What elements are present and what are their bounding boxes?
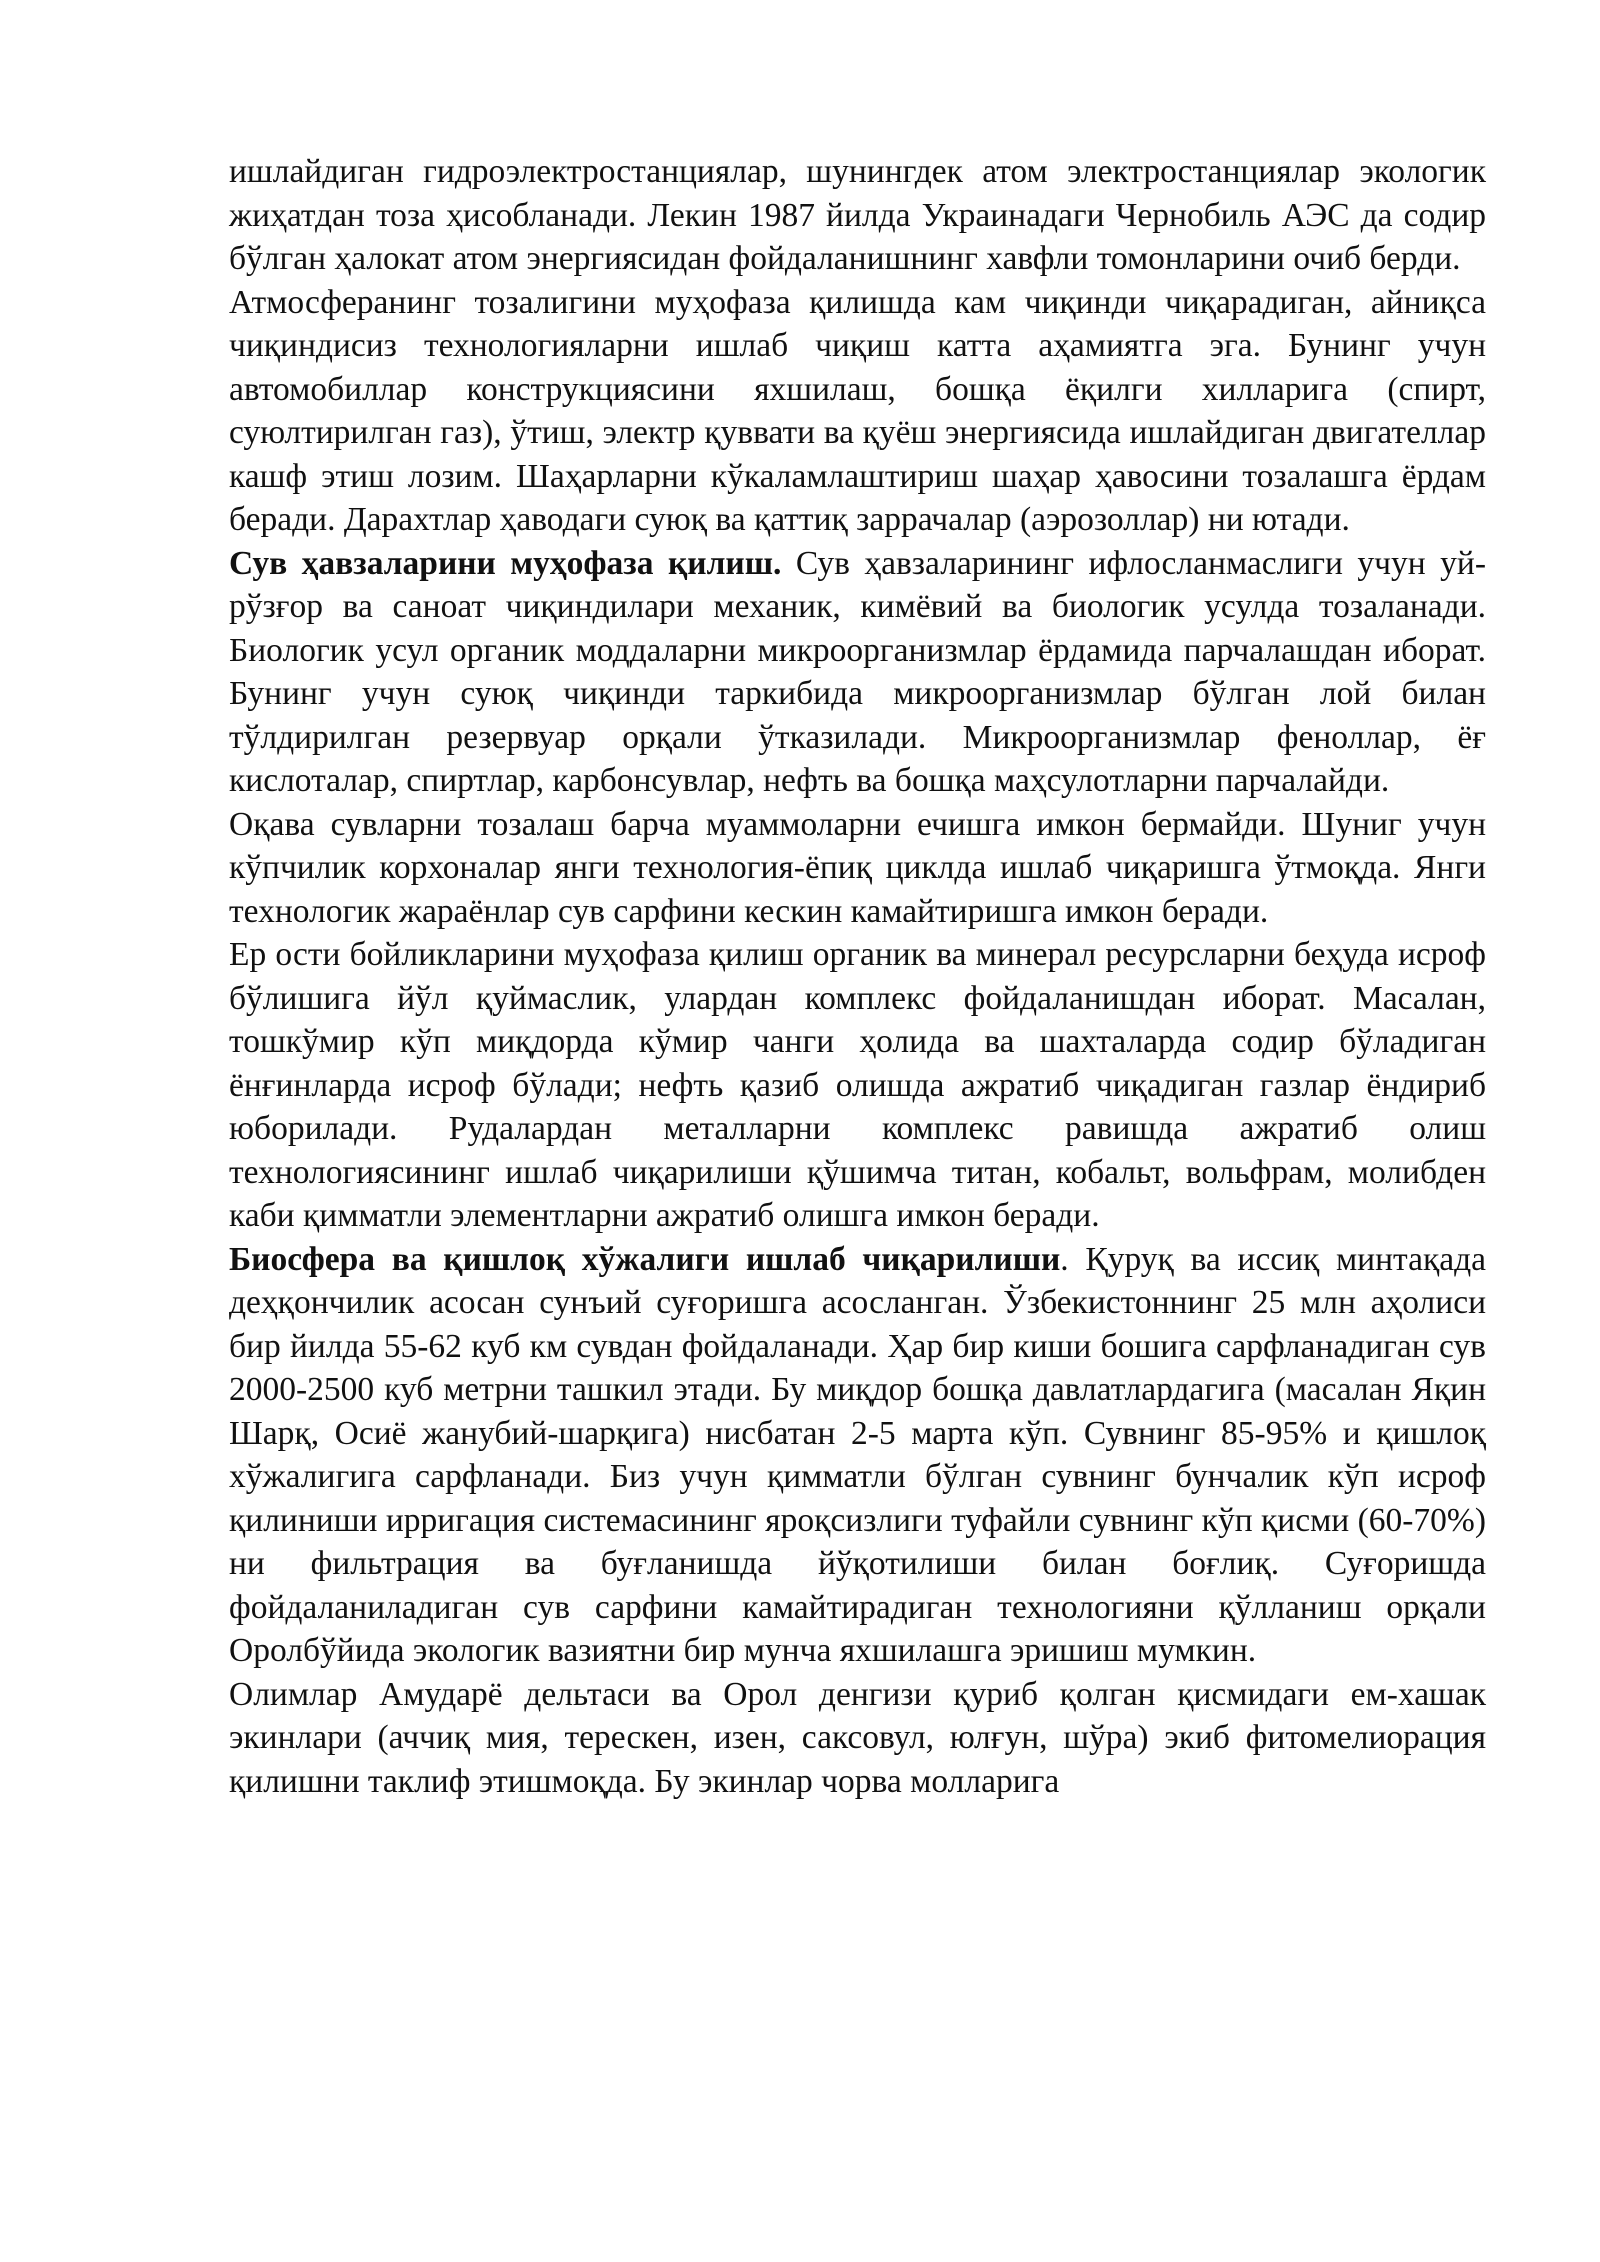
paragraph-5-text: Ер ости бойликларини муҳофаза қилиш органик ва минерал ресурсларни беҳуда исроф бўлишига йўл қуймаслик, улардан комплекс фойдаланишдан иборат. Масалан, тошкўмир кўп миқдорда кўмир чанги ҳолида ва шахталарда содир бўладиган ёнғинларда исроф бўлади; нефть қазиб олишда ажратиб чиқадиган газлар ёндириб юборилади. Рудалардан металларни комплекс равишда ажратиб олиш технологиясининг ишлаб чиқарилиши қўшимча титан, кобальт, вольфрам, молибден каби қимматли элементларни ажратиб олишга имкон беради.	[229, 936, 1486, 1234]
paragraph-3	[229, 542, 1486, 803]
paragraph-1-text: ишлайдиган гидроэлектростанциялар, шунингдек атом электростанциялар экологик жиҳатдан тоза ҳисобланади. Лекин 1987 йилда Украинадаги Чернобиль АЭС да содир бўлган ҳалокат атом энергиясидан фойдаланишнинг хавфли томонларини очиб берди.	[229, 153, 1486, 277]
paragraph-2	[229, 281, 1486, 542]
paragraph-3-heading-suffix	[781, 545, 795, 582]
paragraph-3-text: Сув ҳавзаларининг ифлосланмаслиги учун уй-рўзғор ва саноат чиқиндилари механик, кимёвий ва биологик усулда тозаланади. Биологик усул органик моддаларни микроорганизмлар ёрдамида парчалашдан иборат. Бунинг учун суюқ чиқинди таркибида микроорганизмлар бўлган лой билан тўлдирилган резервуар орқали ўтказилади. Микроорганизмлар феноллар, ёғ кислоталар, спиртлар, карбонсувлар, нефть ва бошқа маҳсулотларни парчалайди.	[229, 544, 1487, 799]
paragraph-6	[229, 1238, 1486, 1673]
paragraph-5	[229, 933, 1486, 1238]
paragraph-6-text: Қуруқ ва иссиқ минтақада деҳқончилик асосан сунъий суғоришга асосланган. Ўзбекистоннинг 25 млн аҳолиси бир йилда 55-62 куб км сувдан фойдаланади. Ҳар бир киши бошига сарфланадиган сув 2000-2500 куб метрни ташкил этади. Бу миқдор бошқа давлатлардагига (масалан Яқин Шарқ, Осиё жанубий-шарқига) нисбатан 2-5 марта кўп. Сувнинг 85-95% и қишлоқ хўжалигига сарфланади. Биз учун қимматли бўлган сувнинг бунчалик кўп исроф қилиниши ирригация системасининг яроқсизлиги туфайли сувнинг кўп қисми (60-70%) ни фильтрация ва буғланишда йўқотилиши билан боғлиқ. Суғоришда фойдаланиладиган сув сарфини камайтирадиган технологияни қўлланиш орқали Оролбўйида экологик вазиятни бир мунча яхшилашга эришиш мумкин.	[229, 1240, 1487, 1669]
paragraph-7	[229, 1673, 1486, 1804]
section-heading-water: Сув ҳавзаларини муҳофаза қилиш.	[229, 544, 782, 582]
section-heading-biosphere: Биосфера ва қишлоқ хўжалиги ишлаб чиқарилиши	[229, 1240, 1061, 1278]
paragraph-1	[229, 150, 1486, 281]
paragraph-6-heading-suffix: .	[1060, 1240, 1086, 1278]
paragraph-4	[229, 803, 1486, 934]
paragraph-7-text: Олимлар Амударё дельтаси ва Орол денгизи қуриб қолган қисмидаги ем-хашак экинлари (аччиқ мия, терескен, изен, саксовул, юлғун, шўра) экиб фитомелиорация қилишни таклиф этишмоқда. Бу экинлар чорва молларига	[229, 1675, 1486, 1800]
document-page	[229, 150, 1486, 1803]
paragraph-4-text: Оқава сувларни тозалаш барча муаммоларни ечишга имкон бермайди. Шуниг учун кўпчилик корхоналар янги технология-ёпиқ циклда ишлаб чиқаришга ўтмоқда. Янги технологик жараёнлар сув сарфини кескин камайтиришга имкон беради.	[229, 805, 1486, 930]
paragraph-2-text: Атмосфеpанинг тозалигини муҳофаза қилишда кам чиқинди чиқарадиган, айниқса чиқиндисиз технологияларни ишлаб чиқиш катта аҳамиятга эга. Бунинг учун автомобиллар конструкциясини яхшилаш, бошқа ёқилги хилларига (спирт, суюлтирилган газ), ўтиш, электр қуввати ва қуёш энергиясида ишлайдиган двигателлар кашф этиш лозим. Шаҳарларни кўкаламлаштириш шаҳар ҳавосини тозалашга ёрдам беради. Дарахтлар ҳаводаги суюқ ва қаттиқ заррачалар (аэрозоллар) ни ютади.	[229, 283, 1486, 538]
